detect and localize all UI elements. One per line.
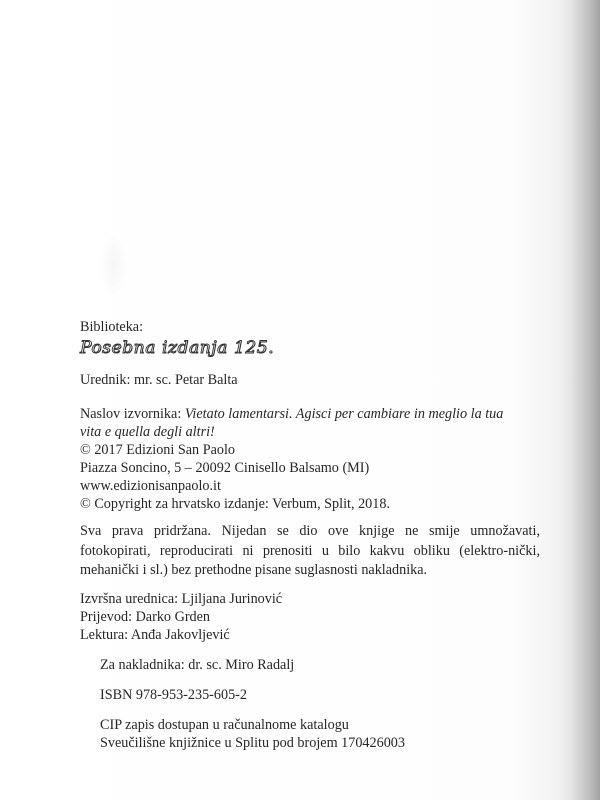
biblioteka-label: Biblioteka:: [80, 319, 144, 335]
publisher-line-2: Piazza Soncino, 5 – 20092 Cinisello Balsamo (MI): [80, 460, 370, 476]
editor-line: Urednik: mr. sc. Petar Balta: [80, 372, 238, 388]
rights-paragraph: Sva prava pridržana. Nijedan se dio ove knjige ne smije umnožavati, fotokopirati, reproducirati ni prenositi u bilo kakvu obliku (elektro-nički, mehanički i sl.) bez prethodne pisane suglasnosti nakladnika.: [80, 523, 540, 578]
show-through-mark: [100, 230, 128, 300]
credit-proofreader: Lektura: Anđa Jakovljević: [80, 627, 230, 643]
series-name: Posebna izdanja 125.: [80, 338, 275, 358]
original-title-line-2: vita e quella degli altri!: [80, 424, 215, 440]
original-title-text-1: Vietato lamentarsi. Agisci per cambiare in meglio la tua: [184, 406, 504, 422]
cip-line-1: CIP zapis dostupan u računalnome katalogu: [100, 717, 349, 733]
publisher-line-1: © 2017 Edizioni San Paolo: [80, 442, 236, 458]
credit-executive-editor: Izvršna urednica: Ljiljana Jurinović: [80, 591, 283, 607]
for-publisher-line: Za nakladnika: dr. sc. Miro Radalj: [100, 657, 295, 673]
original-title-line-1: [80, 405, 503, 423]
credit-translator: Prijevod: Darko Grden: [80, 609, 211, 625]
publisher-website: www.edizionisanpaolo.it: [80, 478, 221, 494]
spine-shadow: [570, 0, 600, 800]
copyright-line: © Copyright za hrvatsko izdanje: Verbum, Split, 2018.: [80, 496, 390, 512]
cip-line-2: Sveučilišne knjižnice u Splitu pod brojem 170426003: [100, 735, 405, 751]
isbn-line: ISBN 978-953-235-605-2: [100, 687, 247, 703]
original-title-label: Naslov izvornika:: [80, 406, 182, 422]
